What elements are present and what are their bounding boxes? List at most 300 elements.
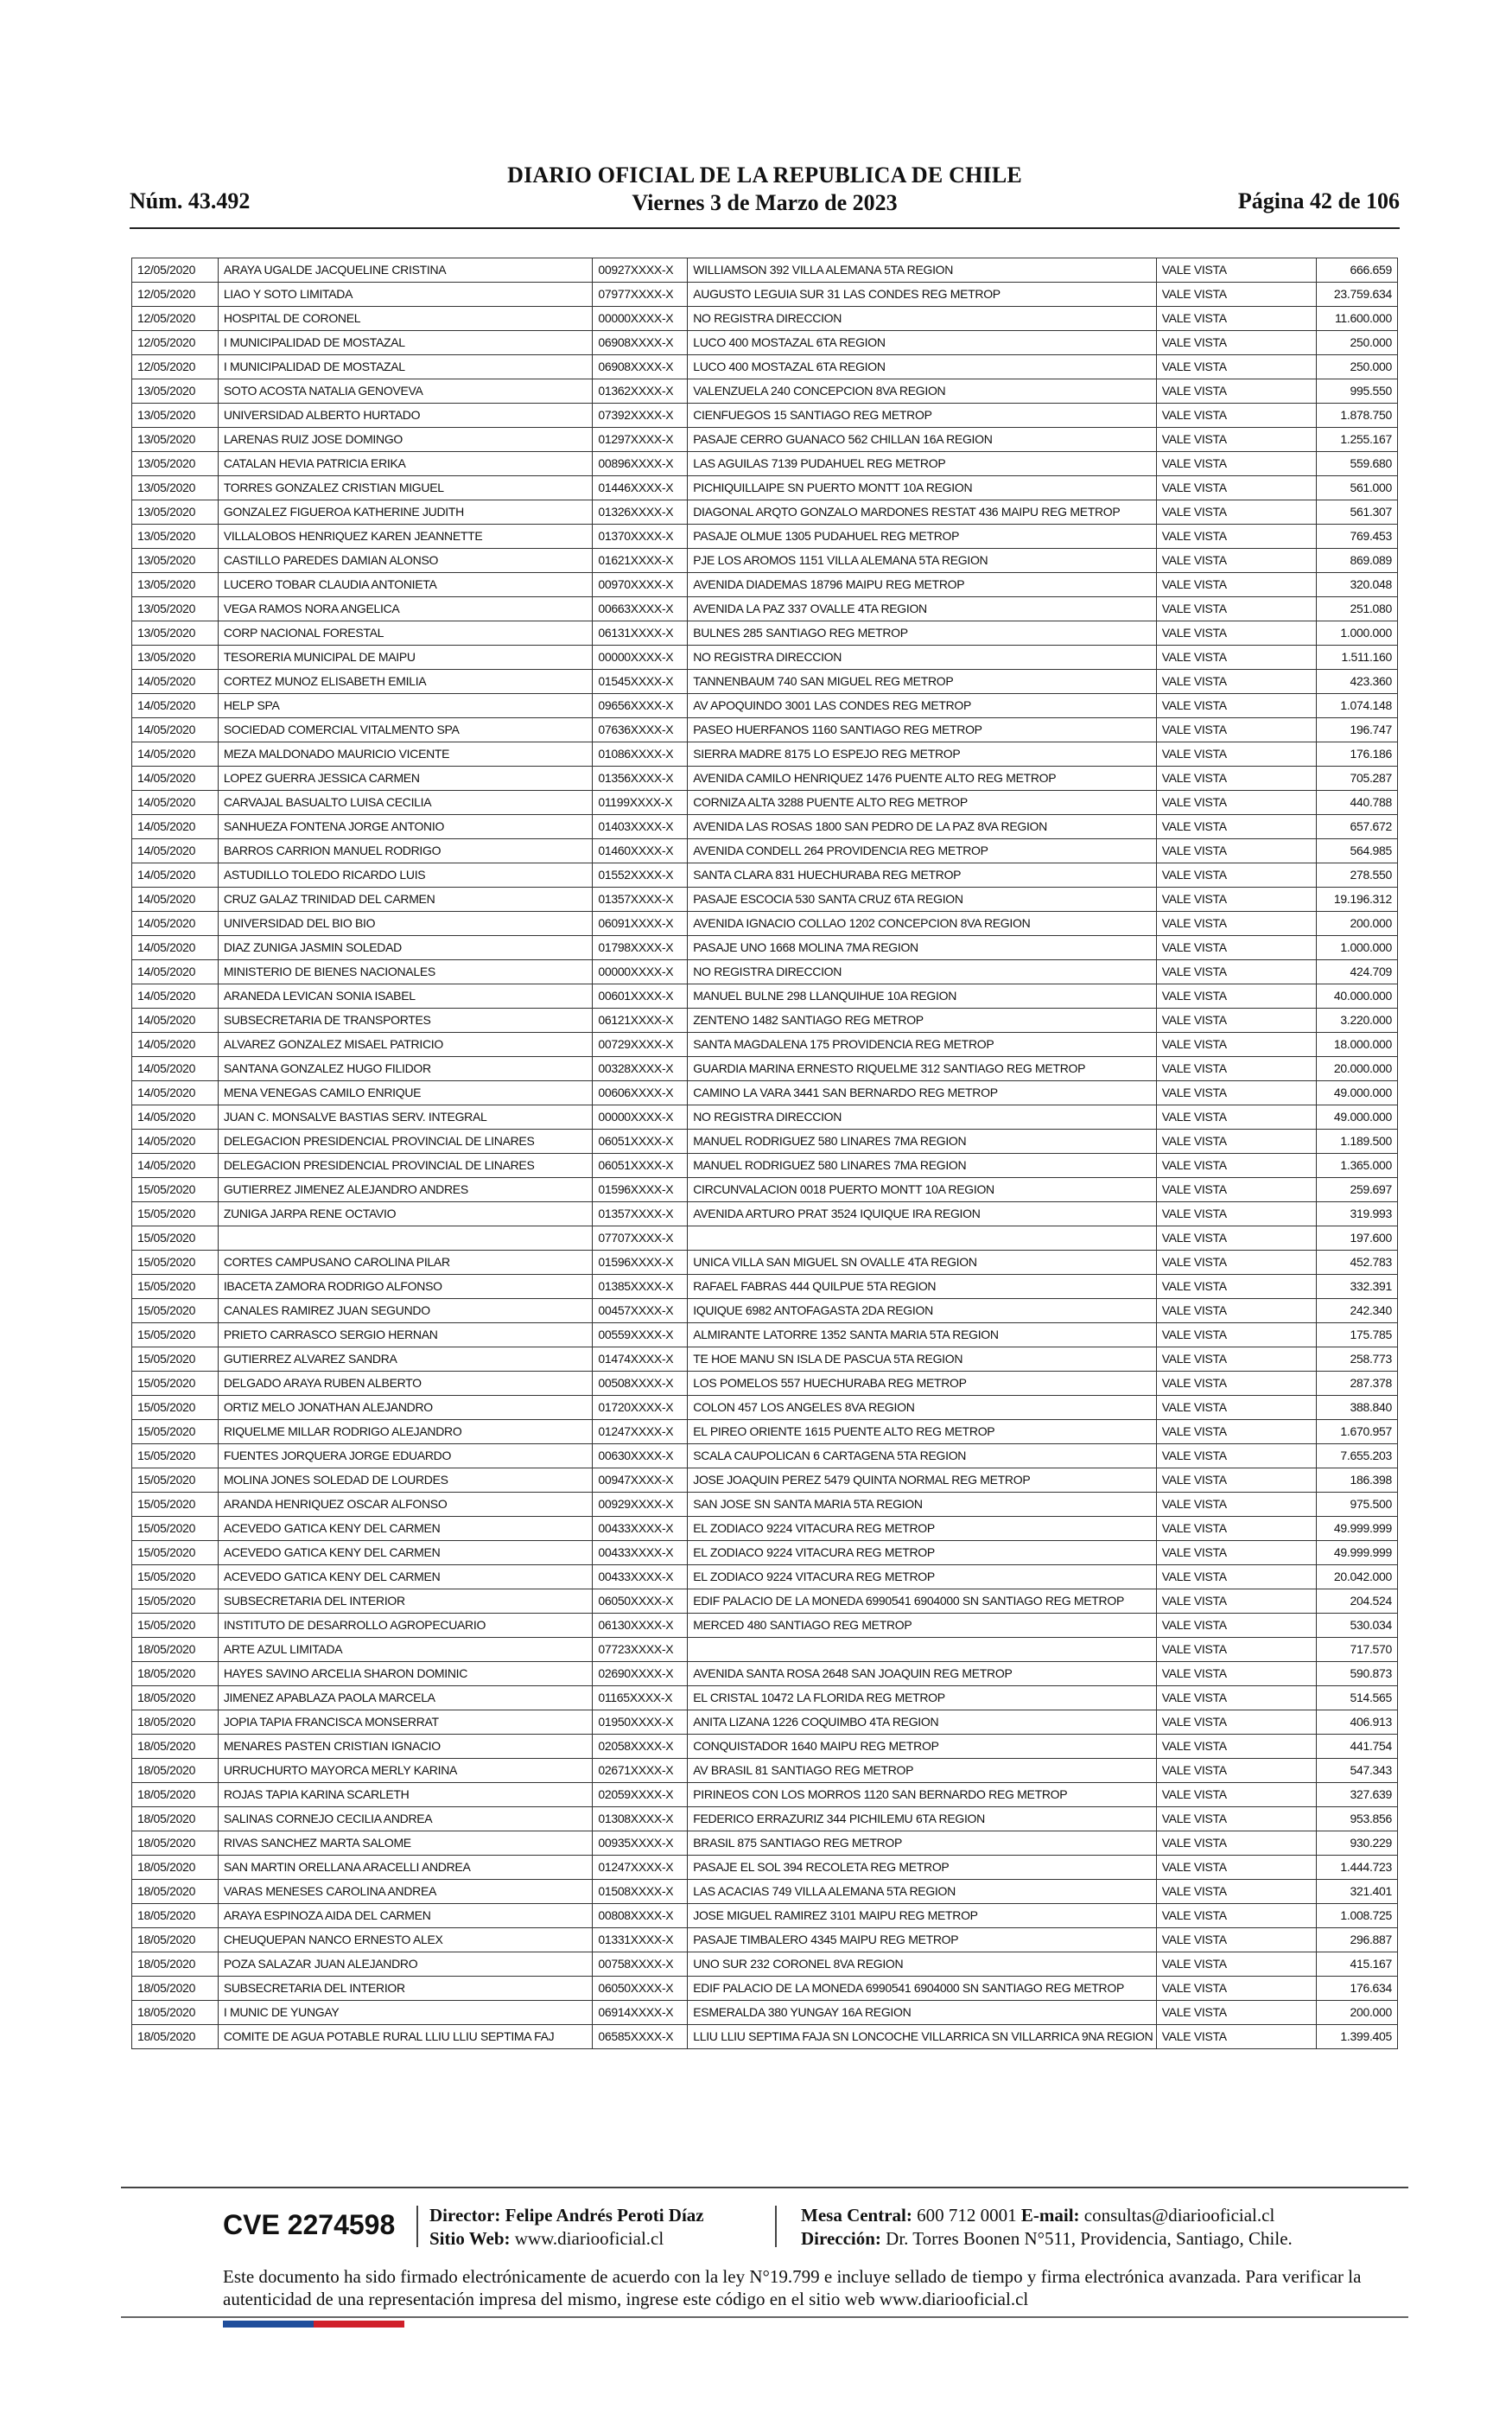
table-row bbox=[132, 1226, 1398, 1251]
name-cell: CORP NACIONAL FORESTAL bbox=[218, 621, 593, 646]
table-row bbox=[132, 1856, 1398, 1880]
name-cell: VILLALOBOS HENRIQUEZ KAREN JEANNETTE bbox=[218, 525, 593, 549]
payment-type-cell: VALE VISTA bbox=[1156, 500, 1317, 525]
payment-type-cell: VALE VISTA bbox=[1156, 1517, 1317, 1541]
date-cell: 15/05/2020 bbox=[132, 1372, 219, 1396]
name-cell: JIMENEZ APABLAZA PAOLA MARCELA bbox=[218, 1686, 593, 1710]
name-cell: JUAN C. MONSALVE BASTIAS SERV. INTEGRAL bbox=[218, 1105, 593, 1130]
address-cell: ALMIRANTE LATORRE 1352 SANTA MARIA 5TA REGION bbox=[688, 1323, 1156, 1347]
amount-cell: 666.659 bbox=[1317, 258, 1398, 283]
date-cell: 14/05/2020 bbox=[132, 839, 219, 863]
date-cell: 14/05/2020 bbox=[132, 1057, 219, 1081]
payment-type-cell: VALE VISTA bbox=[1156, 1614, 1317, 1638]
address-cell: GUARDIA MARINA ERNESTO RIQUELME 312 SANTIAGO REG METROP bbox=[688, 1057, 1156, 1081]
name-cell: ASTUDILLO TOLEDO RICARDO LUIS bbox=[218, 863, 593, 888]
name-cell: I MUNICIPALIDAD DE MOSTAZAL bbox=[218, 331, 593, 355]
date-cell: 15/05/2020 bbox=[132, 1420, 219, 1444]
table-row bbox=[132, 984, 1398, 1009]
rut-cell: 02690XXXX-X bbox=[593, 1662, 688, 1686]
payment-type-cell: VALE VISTA bbox=[1156, 1880, 1317, 1904]
table-row bbox=[132, 621, 1398, 646]
address-cell: EDIF PALACIO DE LA MONEDA 6990541 6904000 SN SANTIAGO REG METROP bbox=[688, 1589, 1156, 1614]
date-cell: 15/05/2020 bbox=[132, 1226, 219, 1251]
amount-cell: 547.343 bbox=[1317, 1759, 1398, 1783]
payment-type-cell: VALE VISTA bbox=[1156, 379, 1317, 404]
date-cell: 18/05/2020 bbox=[132, 1952, 219, 1977]
amount-cell: 559.680 bbox=[1317, 452, 1398, 476]
address-cell: AVENIDA DIADEMAS 18796 MAIPU REG METROP bbox=[688, 573, 1156, 597]
date-cell: 13/05/2020 bbox=[132, 525, 219, 549]
date-cell: 18/05/2020 bbox=[132, 2025, 219, 2049]
table-row bbox=[132, 1952, 1398, 1977]
table-row bbox=[132, 742, 1398, 767]
address-cell: BULNES 285 SANTIAGO REG METROP bbox=[688, 621, 1156, 646]
address-cell: NO REGISTRA DIRECCION bbox=[688, 960, 1156, 984]
date-cell: 15/05/2020 bbox=[132, 1565, 219, 1589]
footer-separator bbox=[775, 2206, 777, 2247]
amount-cell: 406.913 bbox=[1317, 1710, 1398, 1735]
table-row bbox=[132, 1396, 1398, 1420]
name-cell: GONZALEZ FIGUEROA KATHERINE JUDITH bbox=[218, 500, 593, 525]
name-cell: SUBSECRETARIA DEL INTERIOR bbox=[218, 1977, 593, 2001]
address-cell: SANTA CLARA 831 HUECHURABA REG METROP bbox=[688, 863, 1156, 888]
rut-cell: 01950XXXX-X bbox=[593, 1710, 688, 1735]
rut-cell: 01474XXXX-X bbox=[593, 1347, 688, 1372]
rut-cell: 02059XXXX-X bbox=[593, 1783, 688, 1807]
date-cell: 15/05/2020 bbox=[132, 1396, 219, 1420]
address-cell: LAS ACACIAS 749 VILLA ALEMANA 5TA REGION bbox=[688, 1880, 1156, 1904]
name-cell: HOSPITAL DE CORONEL bbox=[218, 307, 593, 331]
amount-cell: 197.600 bbox=[1317, 1226, 1398, 1251]
name-cell: VARAS MENESES CAROLINA ANDREA bbox=[218, 1880, 593, 1904]
payment-type-cell: VALE VISTA bbox=[1156, 718, 1317, 742]
rut-cell: 01370XXXX-X bbox=[593, 525, 688, 549]
header-divider bbox=[130, 227, 1400, 229]
amount-cell: 250.000 bbox=[1317, 331, 1398, 355]
table-row bbox=[132, 476, 1398, 500]
name-cell: ARAYA UGALDE JACQUELINE CRISTINA bbox=[218, 258, 593, 283]
table-row bbox=[132, 1154, 1398, 1178]
payment-type-cell: VALE VISTA bbox=[1156, 476, 1317, 500]
date-cell: 15/05/2020 bbox=[132, 1444, 219, 1468]
table-row bbox=[132, 718, 1398, 742]
payment-type-cell: VALE VISTA bbox=[1156, 283, 1317, 307]
name-cell: DIAZ ZUNIGA JASMIN SOLEDAD bbox=[218, 936, 593, 960]
amount-cell: 176.634 bbox=[1317, 1977, 1398, 2001]
mesa-phone: 600 712 0001 bbox=[917, 2205, 1017, 2226]
date-cell: 15/05/2020 bbox=[132, 1517, 219, 1541]
table-row bbox=[132, 525, 1398, 549]
date-cell: 15/05/2020 bbox=[132, 1614, 219, 1638]
cve-code: CVE 2274598 bbox=[223, 2209, 396, 2240]
table-row bbox=[132, 912, 1398, 936]
rut-cell: 06091XXXX-X bbox=[593, 912, 688, 936]
payment-type-cell: VALE VISTA bbox=[1156, 1589, 1317, 1614]
payment-type-cell: VALE VISTA bbox=[1156, 1033, 1317, 1057]
payment-type-cell: VALE VISTA bbox=[1156, 1009, 1317, 1033]
address-cell: NO REGISTRA DIRECCION bbox=[688, 646, 1156, 670]
address-cell: CAMINO LA VARA 3441 SAN BERNARDO REG METROP bbox=[688, 1081, 1156, 1105]
rut-cell: 06130XXXX-X bbox=[593, 1614, 688, 1638]
date-cell: 18/05/2020 bbox=[132, 1686, 219, 1710]
name-cell: URRUCHURTO MAYORCA MERLY KARINA bbox=[218, 1759, 593, 1783]
name-cell: HAYES SAVINO ARCELIA SHARON DOMINIC bbox=[218, 1662, 593, 1686]
amount-cell: 321.401 bbox=[1317, 1880, 1398, 1904]
payment-type-cell: VALE VISTA bbox=[1156, 670, 1317, 694]
rut-cell: 01357XXXX-X bbox=[593, 888, 688, 912]
name-cell: INSTITUTO DE DESARROLLO AGROPECUARIO bbox=[218, 1614, 593, 1638]
table-row bbox=[132, 1662, 1398, 1686]
date-cell: 18/05/2020 bbox=[132, 1710, 219, 1735]
payment-type-cell: VALE VISTA bbox=[1156, 1347, 1317, 1372]
rut-cell: 09656XXXX-X bbox=[593, 694, 688, 718]
rut-cell: 00606XXXX-X bbox=[593, 1081, 688, 1105]
amount-cell: 49.000.000 bbox=[1317, 1081, 1398, 1105]
date-cell: 18/05/2020 bbox=[132, 1759, 219, 1783]
amount-cell: 287.378 bbox=[1317, 1372, 1398, 1396]
payment-type-cell: VALE VISTA bbox=[1156, 1493, 1317, 1517]
rut-cell: 01086XXXX-X bbox=[593, 742, 688, 767]
table-row bbox=[132, 331, 1398, 355]
amount-cell: 242.340 bbox=[1317, 1299, 1398, 1323]
date-cell: 18/05/2020 bbox=[132, 1735, 219, 1759]
address-cell: PASAJE CERRO GUANACO 562 CHILLAN 16A REGION bbox=[688, 428, 1156, 452]
amount-cell: 423.360 bbox=[1317, 670, 1398, 694]
rut-cell: 00630XXXX-X bbox=[593, 1444, 688, 1468]
rut-cell: 06121XXXX-X bbox=[593, 1009, 688, 1033]
table-row bbox=[132, 694, 1398, 718]
name-cell bbox=[218, 1226, 593, 1251]
table-row bbox=[132, 355, 1398, 379]
table-row bbox=[132, 307, 1398, 331]
name-cell: CANALES RAMIREZ JUAN SEGUNDO bbox=[218, 1299, 593, 1323]
date-cell: 14/05/2020 bbox=[132, 815, 219, 839]
payment-type-cell: VALE VISTA bbox=[1156, 307, 1317, 331]
rut-cell: 01326XXXX-X bbox=[593, 500, 688, 525]
address-cell: PASEO HUERFANOS 1160 SANTIAGO REG METROP bbox=[688, 718, 1156, 742]
footer-separator bbox=[416, 2206, 418, 2247]
rut-cell: 01460XXXX-X bbox=[593, 839, 688, 863]
address-cell: NO REGISTRA DIRECCION bbox=[688, 307, 1156, 331]
web-link[interactable]: www.diariooficial.cl bbox=[514, 2228, 664, 2249]
table-row bbox=[132, 815, 1398, 839]
masthead bbox=[130, 162, 1400, 216]
address-cell: CONQUISTADOR 1640 MAIPU REG METROP bbox=[688, 1735, 1156, 1759]
payment-type-cell: VALE VISTA bbox=[1156, 1928, 1317, 1952]
name-cell: MINISTERIO DE BIENES NACIONALES bbox=[218, 960, 593, 984]
payment-type-cell: VALE VISTA bbox=[1156, 791, 1317, 815]
payment-type-cell: VALE VISTA bbox=[1156, 1541, 1317, 1565]
date-cell: 15/05/2020 bbox=[132, 1347, 219, 1372]
amount-cell: 23.759.634 bbox=[1317, 283, 1398, 307]
name-cell: ACEVEDO GATICA KENY DEL CARMEN bbox=[218, 1517, 593, 1541]
address-cell: PJE LOS AROMOS 1151 VILLA ALEMANA 5TA REGION bbox=[688, 549, 1156, 573]
payment-type-cell: VALE VISTA bbox=[1156, 452, 1317, 476]
payment-type-cell: VALE VISTA bbox=[1156, 1735, 1317, 1759]
amount-cell: 657.672 bbox=[1317, 815, 1398, 839]
date-cell: 14/05/2020 bbox=[132, 888, 219, 912]
table-row bbox=[132, 1904, 1398, 1928]
date-cell: 14/05/2020 bbox=[132, 984, 219, 1009]
amount-cell: 259.697 bbox=[1317, 1178, 1398, 1202]
table-row bbox=[132, 1614, 1398, 1638]
amount-cell: 930.229 bbox=[1317, 1831, 1398, 1856]
table-row bbox=[132, 1251, 1398, 1275]
address-cell: DIAGONAL ARQTO GONZALO MARDONES RESTAT 436 MAIPU REG METROP bbox=[688, 500, 1156, 525]
date-cell: 12/05/2020 bbox=[132, 307, 219, 331]
table-row bbox=[132, 1202, 1398, 1226]
table-row bbox=[132, 1275, 1398, 1299]
rut-cell: 00758XXXX-X bbox=[593, 1952, 688, 1977]
table-row bbox=[132, 646, 1398, 670]
payment-type-cell: VALE VISTA bbox=[1156, 573, 1317, 597]
date-cell: 14/05/2020 bbox=[132, 1081, 219, 1105]
table-row bbox=[132, 1493, 1398, 1517]
amount-cell: 1.008.725 bbox=[1317, 1904, 1398, 1928]
rut-cell: 01247XXXX-X bbox=[593, 1856, 688, 1880]
address-cell: EDIF PALACIO DE LA MONEDA 6990541 6904000 SN SANTIAGO REG METROP bbox=[688, 1977, 1156, 2001]
address-cell: AVENIDA LAS ROSAS 1800 SAN PEDRO DE LA PAZ 8VA REGION bbox=[688, 815, 1156, 839]
address-cell: PASAJE OLMUE 1305 PUDAHUEL REG METROP bbox=[688, 525, 1156, 549]
address-cell: MANUEL BULNE 298 LLANQUIHUE 10A REGION bbox=[688, 984, 1156, 1009]
date-cell: 13/05/2020 bbox=[132, 646, 219, 670]
address-cell: LLIU LLIU SEPTIMA FAJA SN LONCOCHE VILLARRICA SN VILLARRICA 9NA REGION bbox=[688, 2025, 1156, 2049]
table-row bbox=[132, 1178, 1398, 1202]
date-cell: 15/05/2020 bbox=[132, 1468, 219, 1493]
name-cell: SAN MARTIN ORELLANA ARACELLI ANDREA bbox=[218, 1856, 593, 1880]
table-row bbox=[132, 1347, 1398, 1372]
rut-cell: 00929XXXX-X bbox=[593, 1493, 688, 1517]
date-cell: 14/05/2020 bbox=[132, 791, 219, 815]
rut-cell: 00000XXXX-X bbox=[593, 1105, 688, 1130]
address-cell: RAFAEL FABRAS 444 QUILPUE 5TA REGION bbox=[688, 1275, 1156, 1299]
payment-type-cell: VALE VISTA bbox=[1156, 1105, 1317, 1130]
table-row bbox=[132, 1468, 1398, 1493]
amount-cell: 200.000 bbox=[1317, 912, 1398, 936]
payment-type-cell: VALE VISTA bbox=[1156, 815, 1317, 839]
date-cell: 14/05/2020 bbox=[132, 960, 219, 984]
date-cell: 12/05/2020 bbox=[132, 331, 219, 355]
amount-cell: 19.196.312 bbox=[1317, 888, 1398, 912]
date-cell: 14/05/2020 bbox=[132, 1154, 219, 1178]
address-cell: PIRINEOS CON LOS MORROS 1120 SAN BERNARDO REG METROP bbox=[688, 1783, 1156, 1807]
table-row bbox=[132, 1831, 1398, 1856]
amount-cell: 561.307 bbox=[1317, 500, 1398, 525]
address-cell: NO REGISTRA DIRECCION bbox=[688, 1105, 1156, 1130]
date-cell: 13/05/2020 bbox=[132, 404, 219, 428]
payment-type-cell: VALE VISTA bbox=[1156, 1638, 1317, 1662]
payment-type-cell: VALE VISTA bbox=[1156, 1686, 1317, 1710]
payment-type-cell: VALE VISTA bbox=[1156, 742, 1317, 767]
rut-cell: 06050XXXX-X bbox=[593, 1589, 688, 1614]
date-cell: 18/05/2020 bbox=[132, 1662, 219, 1686]
amount-cell: 258.773 bbox=[1317, 1347, 1398, 1372]
payment-type-cell: VALE VISTA bbox=[1156, 936, 1317, 960]
name-cell: TORRES GONZALEZ CRISTIAN MIGUEL bbox=[218, 476, 593, 500]
table-row bbox=[132, 1638, 1398, 1662]
table-row bbox=[132, 839, 1398, 863]
rut-cell: 01621XXXX-X bbox=[593, 549, 688, 573]
amount-cell: 20.000.000 bbox=[1317, 1057, 1398, 1081]
address-cell: CIRCUNVALACION 0018 PUERTO MONTT 10A REGION bbox=[688, 1178, 1156, 1202]
address-cell: SCALA CAUPOLICAN 6 CARTAGENA 5TA REGION bbox=[688, 1444, 1156, 1468]
rut-cell: 00896XXXX-X bbox=[593, 452, 688, 476]
email-link[interactable]: consultas@diariooficial.cl bbox=[1083, 2205, 1275, 2226]
address-cell: VALENZUELA 240 CONCEPCION 8VA REGION bbox=[688, 379, 1156, 404]
table-row bbox=[132, 573, 1398, 597]
amount-cell: 319.993 bbox=[1317, 1202, 1398, 1226]
amount-cell: 975.500 bbox=[1317, 1493, 1398, 1517]
table-row bbox=[132, 2025, 1398, 2049]
date-cell: 15/05/2020 bbox=[132, 1541, 219, 1565]
table-row bbox=[132, 549, 1398, 573]
amount-cell: 388.840 bbox=[1317, 1396, 1398, 1420]
newspaper-title: DIARIO OFICIAL DE LA REPUBLICA DE CHILE bbox=[507, 162, 1022, 188]
date-cell: 15/05/2020 bbox=[132, 1202, 219, 1226]
amount-cell: 40.000.000 bbox=[1317, 984, 1398, 1009]
flag-stripe bbox=[223, 2321, 404, 2328]
date-cell: 18/05/2020 bbox=[132, 1807, 219, 1831]
date-cell: 15/05/2020 bbox=[132, 1299, 219, 1323]
name-cell: CRUZ GALAZ TRINIDAD DEL CARMEN bbox=[218, 888, 593, 912]
payment-type-cell: VALE VISTA bbox=[1156, 597, 1317, 621]
date-cell: 18/05/2020 bbox=[132, 1831, 219, 1856]
date-cell: 13/05/2020 bbox=[132, 476, 219, 500]
payment-type-cell: VALE VISTA bbox=[1156, 1444, 1317, 1468]
address-cell: UNICA VILLA SAN MIGUEL SN OVALLE 4TA REGION bbox=[688, 1251, 1156, 1275]
rut-cell: 01403XXXX-X bbox=[593, 815, 688, 839]
table-row bbox=[132, 936, 1398, 960]
address-cell: BRASIL 875 SANTIAGO REG METROP bbox=[688, 1831, 1156, 1856]
address-cell: AUGUSTO LEGUIA SUR 31 LAS CONDES REG METROP bbox=[688, 283, 1156, 307]
rut-cell: 01446XXXX-X bbox=[593, 476, 688, 500]
date-cell: 14/05/2020 bbox=[132, 936, 219, 960]
amount-cell: 176.186 bbox=[1317, 742, 1398, 767]
payment-type-cell: VALE VISTA bbox=[1156, 1759, 1317, 1783]
rut-cell: 07977XXXX-X bbox=[593, 283, 688, 307]
name-cell: UNIVERSIDAD DEL BIO BIO bbox=[218, 912, 593, 936]
amount-cell: 1.878.750 bbox=[1317, 404, 1398, 428]
payment-type-cell: VALE VISTA bbox=[1156, 1057, 1317, 1081]
issue-date: Viernes 3 de Marzo de 2023 bbox=[632, 190, 898, 215]
rut-cell: 01165XXXX-X bbox=[593, 1686, 688, 1710]
amount-cell: 11.600.000 bbox=[1317, 307, 1398, 331]
payment-type-cell: VALE VISTA bbox=[1156, 1468, 1317, 1493]
amount-cell: 561.000 bbox=[1317, 476, 1398, 500]
rut-cell: 02058XXXX-X bbox=[593, 1735, 688, 1759]
address-cell: LOS POMELOS 557 HUECHURABA REG METROP bbox=[688, 1372, 1156, 1396]
payments-table bbox=[131, 258, 1398, 2049]
payment-type-cell: VALE VISTA bbox=[1156, 355, 1317, 379]
table-row bbox=[132, 1081, 1398, 1105]
payment-type-cell: VALE VISTA bbox=[1156, 1202, 1317, 1226]
name-cell: I MUNICIPALIDAD DE MOSTAZAL bbox=[218, 355, 593, 379]
rut-cell: 01720XXXX-X bbox=[593, 1396, 688, 1420]
amount-cell: 3.220.000 bbox=[1317, 1009, 1398, 1033]
amount-cell: 250.000 bbox=[1317, 355, 1398, 379]
rut-cell: 01798XXXX-X bbox=[593, 936, 688, 960]
name-cell: MENARES PASTEN CRISTIAN IGNACIO bbox=[218, 1735, 593, 1759]
name-cell: ARAYA ESPINOZA AIDA DEL CARMEN bbox=[218, 1904, 593, 1928]
rut-cell: 01247XXXX-X bbox=[593, 1420, 688, 1444]
date-cell: 14/05/2020 bbox=[132, 670, 219, 694]
table-row bbox=[132, 258, 1398, 283]
footer-contact-block bbox=[801, 2204, 1293, 2251]
amount-cell: 20.042.000 bbox=[1317, 1565, 1398, 1589]
amount-cell: 452.783 bbox=[1317, 1251, 1398, 1275]
amount-cell: 1.670.957 bbox=[1317, 1420, 1398, 1444]
mesa-label: Mesa Central: bbox=[801, 2205, 912, 2226]
address-cell: MANUEL RODRIGUEZ 580 LINARES 7MA REGION bbox=[688, 1154, 1156, 1178]
payment-type-cell: VALE VISTA bbox=[1156, 1154, 1317, 1178]
name-cell: DELEGACION PRESIDENCIAL PROVINCIAL DE LINARES bbox=[218, 1154, 593, 1178]
address-cell: SIERRA MADRE 8175 LO ESPEJO REG METROP bbox=[688, 742, 1156, 767]
amount-cell: 564.985 bbox=[1317, 839, 1398, 863]
payment-type-cell: VALE VISTA bbox=[1156, 2001, 1317, 2025]
footer-director-block bbox=[429, 2204, 704, 2251]
address-cell: WILLIAMSON 392 VILLA ALEMANA 5TA REGION bbox=[688, 258, 1156, 283]
name-cell: LUCERO TOBAR CLAUDIA ANTONIETA bbox=[218, 573, 593, 597]
amount-cell: 1.399.405 bbox=[1317, 2025, 1398, 2049]
amount-cell: 1.189.500 bbox=[1317, 1130, 1398, 1154]
amount-cell: 49.000.000 bbox=[1317, 1105, 1398, 1130]
date-cell: 15/05/2020 bbox=[132, 1251, 219, 1275]
table-row bbox=[132, 1517, 1398, 1541]
rut-cell: 06050XXXX-X bbox=[593, 1977, 688, 2001]
table-row bbox=[132, 1299, 1398, 1323]
amount-cell: 1.000.000 bbox=[1317, 936, 1398, 960]
address-cell: ANITA LIZANA 1226 COQUIMBO 4TA REGION bbox=[688, 1710, 1156, 1735]
address-cell: ZENTENO 1482 SANTIAGO REG METROP bbox=[688, 1009, 1156, 1033]
email-label: E-mail: bbox=[1020, 2205, 1080, 2226]
amount-cell: 415.167 bbox=[1317, 1952, 1398, 1977]
table-row bbox=[132, 1372, 1398, 1396]
amount-cell: 1.444.723 bbox=[1317, 1856, 1398, 1880]
date-cell: 18/05/2020 bbox=[132, 1783, 219, 1807]
date-cell: 12/05/2020 bbox=[132, 258, 219, 283]
table-row bbox=[132, 1783, 1398, 1807]
name-cell: GUTIERREZ JIMENEZ ALEJANDRO ANDRES bbox=[218, 1178, 593, 1202]
rut-cell: 01308XXXX-X bbox=[593, 1807, 688, 1831]
date-cell: 13/05/2020 bbox=[132, 452, 219, 476]
payment-type-cell: VALE VISTA bbox=[1156, 1662, 1317, 1686]
rut-cell: 00808XXXX-X bbox=[593, 1904, 688, 1928]
date-cell: 13/05/2020 bbox=[132, 573, 219, 597]
amount-cell: 424.709 bbox=[1317, 960, 1398, 984]
rut-cell: 01331XXXX-X bbox=[593, 1928, 688, 1952]
address-cell: AVENIDA CONDELL 264 PROVIDENCIA REG METROP bbox=[688, 839, 1156, 863]
name-cell: SALINAS CORNEJO CECILIA ANDREA bbox=[218, 1807, 593, 1831]
address-cell: COLON 457 LOS ANGELES 8VA REGION bbox=[688, 1396, 1156, 1420]
amount-cell: 953.856 bbox=[1317, 1807, 1398, 1831]
name-cell: DELGADO ARAYA RUBEN ALBERTO bbox=[218, 1372, 593, 1396]
amount-cell: 769.453 bbox=[1317, 525, 1398, 549]
address-cell bbox=[688, 1638, 1156, 1662]
name-cell: ORTIZ MELO JONATHAN ALEJANDRO bbox=[218, 1396, 593, 1420]
table-row bbox=[132, 888, 1398, 912]
date-cell: 15/05/2020 bbox=[132, 1178, 219, 1202]
flag-blue-segment bbox=[223, 2321, 314, 2328]
date-cell: 13/05/2020 bbox=[132, 549, 219, 573]
amount-cell: 278.550 bbox=[1317, 863, 1398, 888]
rut-cell: 00433XXXX-X bbox=[593, 1517, 688, 1541]
table-row bbox=[132, 1977, 1398, 2001]
payment-type-cell: VALE VISTA bbox=[1156, 1299, 1317, 1323]
rut-cell: 06051XXXX-X bbox=[593, 1154, 688, 1178]
payment-type-cell: VALE VISTA bbox=[1156, 404, 1317, 428]
table-row bbox=[132, 960, 1398, 984]
address-label: Dirección: bbox=[801, 2228, 881, 2249]
